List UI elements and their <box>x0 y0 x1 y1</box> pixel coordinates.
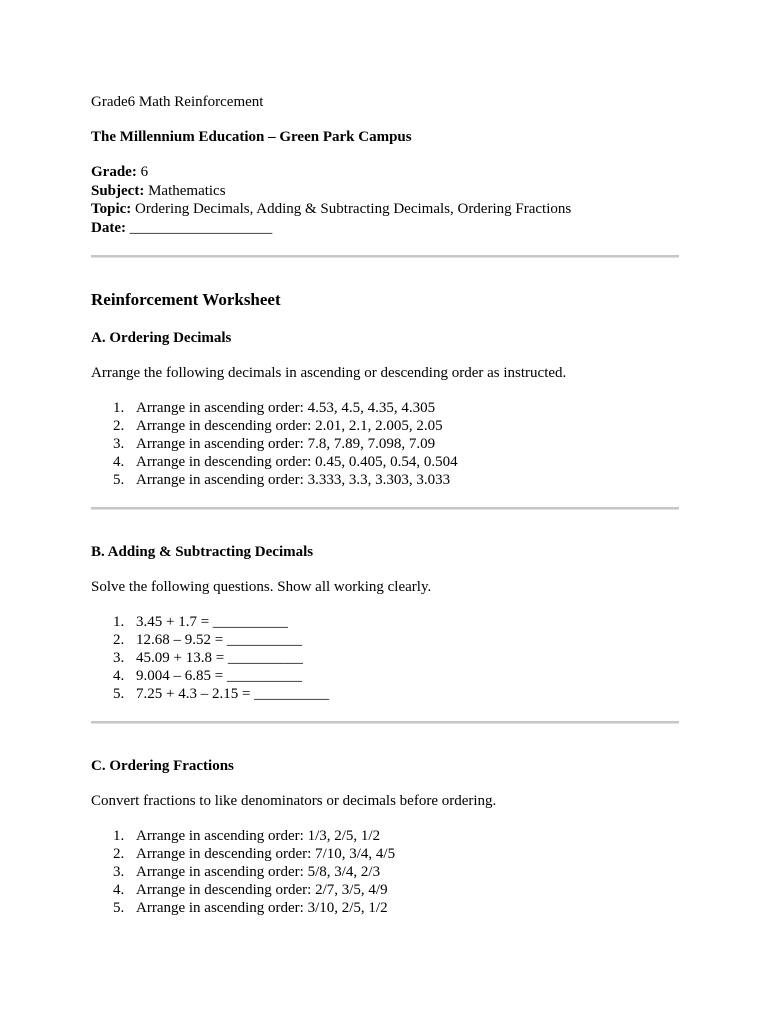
question-list-b <box>91 613 679 703</box>
item-text: Arrange in descending order: 2.01, 2.1, 2.005, 2.05 <box>136 418 443 434</box>
item-text: Arrange in ascending order: 4.53, 4.5, 4.35, 4.305 <box>136 400 436 416</box>
item-number: 5. <box>113 686 125 702</box>
section-heading-b: B. Adding & Subtracting Decimals <box>91 544 314 560</box>
section-instruction-c: Convert fractions to like denominators or decimals before ordering. <box>91 793 497 809</box>
grade-line <box>91 163 679 182</box>
list-item <box>91 417 679 435</box>
school-name: The Millennium Education – Green Park Campus <box>91 129 412 145</box>
worksheet-title: Reinforcement Worksheet <box>91 290 281 309</box>
item-text: 3.45 + 1.7 = __________ <box>136 614 288 630</box>
item-text: 12.68 – 9.52 = __________ <box>136 632 302 648</box>
date-value: ___________________ <box>125 219 273 236</box>
list-item <box>91 827 679 845</box>
item-number: 3. <box>113 436 125 452</box>
item-text: 7.25 + 4.3 – 2.15 = __________ <box>136 686 330 702</box>
section-heading-a: A. Ordering Decimals <box>91 330 232 346</box>
divider <box>91 721 679 724</box>
list-item <box>91 881 679 899</box>
item-number: 4. <box>113 882 125 898</box>
item-number: 4. <box>113 668 125 684</box>
divider <box>91 507 679 510</box>
subject-label: Subject: <box>91 182 145 199</box>
document-title-line: Grade6 Math Reinforcement <box>91 94 264 110</box>
date-line <box>91 219 679 238</box>
question-list-c <box>91 827 679 917</box>
topic-value: Ordering Decimals, Adding & Subtracting Decimals, Ordering Fractions <box>131 201 572 217</box>
list-item <box>91 649 679 667</box>
item-number: 3. <box>113 864 125 880</box>
list-item <box>91 399 679 417</box>
list-item <box>91 613 679 631</box>
section-instruction-a: Arrange the following decimals in ascending or descending order as instructed. <box>91 365 567 381</box>
item-text: Arrange in ascending order: 3.333, 3.3, 3.303, 3.033 <box>136 472 451 488</box>
section-instruction-b: Solve the following questions. Show all working clearly. <box>91 579 432 595</box>
document-body <box>91 93 679 917</box>
list-item <box>91 845 679 863</box>
list-item <box>91 863 679 881</box>
topic-label: Topic: <box>91 201 132 217</box>
item-number: 2. <box>113 418 125 434</box>
item-number: 1. <box>113 828 125 844</box>
section-heading-c: C. Ordering Fractions <box>91 758 234 774</box>
item-number: 3. <box>113 650 125 666</box>
item-text: Arrange in descending order: 2/7, 3/5, 4/9 <box>136 882 388 898</box>
list-item <box>91 471 679 489</box>
item-number: 1. <box>113 614 125 630</box>
item-number: 2. <box>113 846 125 862</box>
worksheet-meta <box>91 163 679 237</box>
question-list-a <box>91 399 679 489</box>
item-text: 45.09 + 13.8 = __________ <box>136 650 303 666</box>
item-text: Arrange in descending order: 0.45, 0.405, 0.54, 0.504 <box>136 454 458 470</box>
item-number: 5. <box>113 472 125 488</box>
item-text: Arrange in descending order: 7/10, 3/4, 4/5 <box>136 846 396 862</box>
subject-line <box>91 182 679 201</box>
list-item <box>91 631 679 649</box>
item-text: Arrange in ascending order: 7.8, 7.89, 7.098, 7.09 <box>136 436 436 452</box>
item-text: Arrange in ascending order: 5/8, 3/4, 2/3 <box>136 864 381 880</box>
list-item <box>91 453 679 471</box>
item-text: Arrange in ascending order: 3/10, 2/5, 1/2 <box>136 900 388 916</box>
list-item <box>91 667 679 685</box>
item-text: 9.004 – 6.85 = __________ <box>136 668 302 684</box>
grade-label: Grade: <box>91 164 137 180</box>
item-number: 2. <box>113 632 125 648</box>
topic-line <box>91 200 679 219</box>
item-text: Arrange in ascending order: 1/3, 2/5, 1/2 <box>136 828 381 844</box>
subject-value: Mathematics <box>144 182 226 199</box>
divider <box>91 255 679 258</box>
item-number: 5. <box>113 900 125 916</box>
list-item <box>91 435 679 453</box>
list-item <box>91 685 679 703</box>
item-number: 4. <box>113 454 125 470</box>
list-item <box>91 899 679 917</box>
date-label: Date: <box>91 219 126 236</box>
grade-value: 6 <box>136 164 149 180</box>
item-number: 1. <box>113 400 125 416</box>
